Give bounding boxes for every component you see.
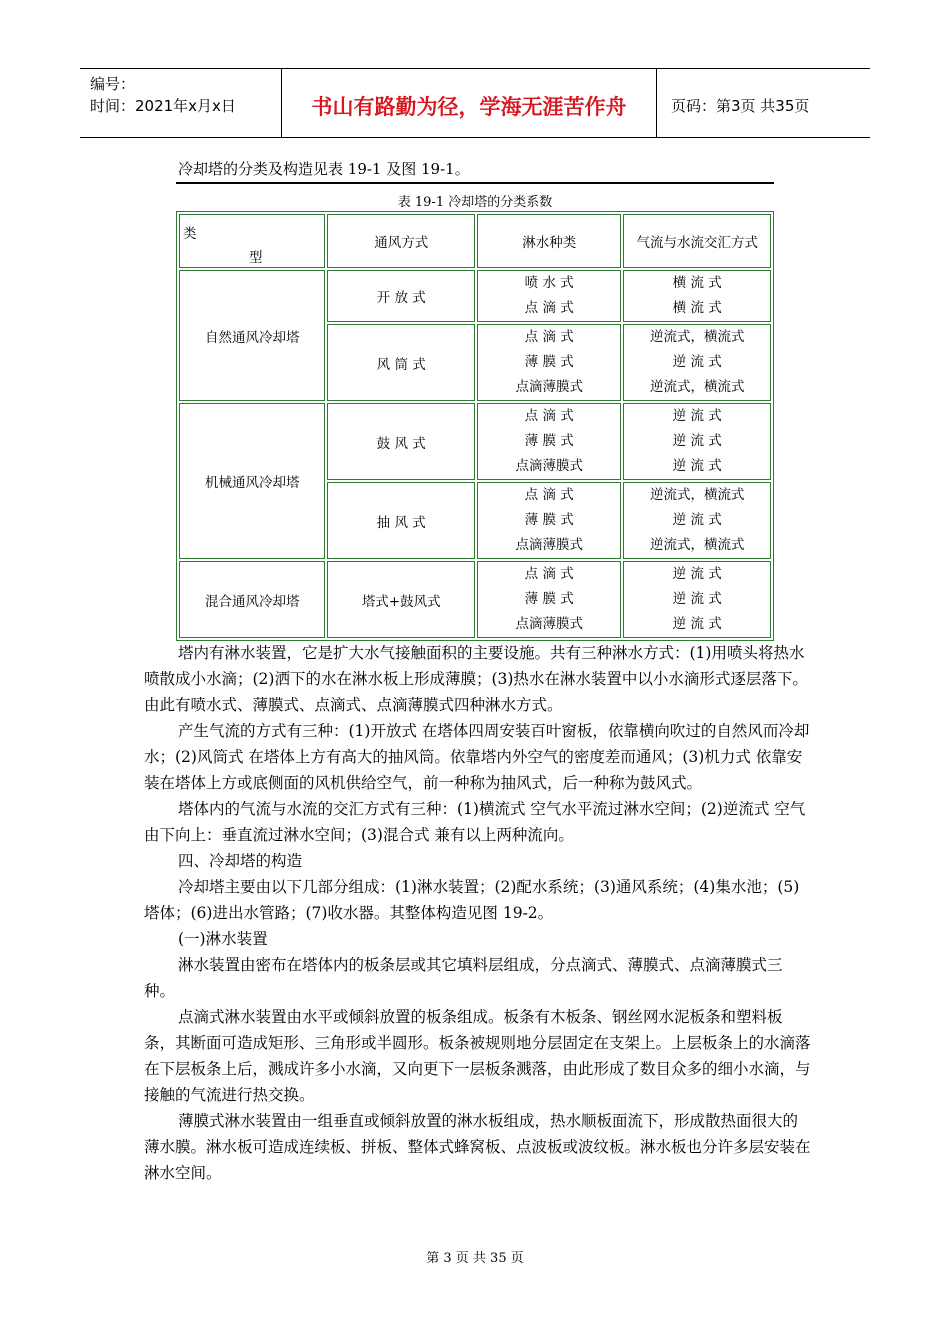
body-text xyxy=(144,640,812,1186)
spray-line: 点滴薄膜式 xyxy=(515,616,583,632)
classification-table xyxy=(176,211,774,641)
category-cell: 自然通风冷却塔 xyxy=(179,270,325,401)
header-type xyxy=(179,214,325,268)
flow-cell xyxy=(623,270,771,322)
spray-line: 薄 膜 式 xyxy=(524,591,574,607)
flow-cell xyxy=(623,324,771,401)
spray-line: 点 滴 式 xyxy=(524,329,574,345)
flow-line: 逆流式，横流式 xyxy=(649,537,745,553)
vent-cell: 开 放 式 xyxy=(327,270,475,322)
vent-cell: 鼓 风 式 xyxy=(327,403,475,480)
spray-cell xyxy=(477,561,621,638)
flow-line: 逆 流 式 xyxy=(672,433,722,449)
flow-line: 逆 流 式 xyxy=(672,566,722,582)
table-row xyxy=(179,403,771,480)
flow-line: 逆 流 式 xyxy=(672,354,722,370)
spray-cell xyxy=(477,403,621,480)
flow-line: 逆 流 式 xyxy=(672,408,722,424)
table-row xyxy=(179,270,771,322)
flow-line: 逆流式，横流式 xyxy=(649,487,745,503)
spray-line: 喷 水 式 xyxy=(524,275,574,291)
spray-line: 薄 膜 式 xyxy=(524,433,574,449)
paragraph: 产生气流的方式有三种：(1)开放式 在塔体四周安装百叶窗板，依靠横向吹过的自然风而冷却水；(2)风筒式 在塔体上方有高大的抽风筒。依靠塔内外空气的密度差而通风；(3)机力式 依靠安装在塔体上方或底侧面的风机供给空气，前一种称为抽风式，后一种称为鼓风式。 xyxy=(144,722,810,792)
flow-line: 逆流式，横流式 xyxy=(649,329,745,345)
flow-line: 横 流 式 xyxy=(672,275,722,291)
paragraph: 淋水装置由密布在塔体内的板条层或其它填料层组成，分点滴式、薄膜式、点滴薄膜式三种。 xyxy=(144,956,783,1000)
spray-line: 薄 膜 式 xyxy=(524,512,574,528)
flow-line: 逆 流 式 xyxy=(672,458,722,474)
flow-cell xyxy=(623,403,771,480)
number-label: 编号： xyxy=(90,75,136,93)
flow-line: 逆 流 式 xyxy=(672,616,722,632)
vent-cell: 塔式+鼓风式 xyxy=(327,561,475,638)
header-type-bottom: 型 xyxy=(249,250,263,266)
page-header xyxy=(80,68,870,138)
spray-line: 点滴薄膜式 xyxy=(515,458,583,474)
spray-line: 点滴薄膜式 xyxy=(515,379,583,395)
flow-line: 逆 流 式 xyxy=(672,591,722,607)
header-flow: 气流与水流交汇方式 xyxy=(623,214,771,268)
vent-cell: 抽 风 式 xyxy=(327,482,475,559)
flow-line: 逆流式，横流式 xyxy=(649,379,745,395)
header-page-info: 页码：第3页 共35页 xyxy=(671,96,810,115)
paragraph: 塔内有淋水装置，它是扩大水气接触面积的主要设施。共有三种淋水方式：(1)用喷头将热水喷散成小水滴；(2)洒下的水在淋水板上形成薄膜；(3)热水在淋水装置中以小水滴形式逐层落下。由此有喷水式、薄膜式、点滴式、点滴薄膜式四种淋水方式。 xyxy=(144,644,808,714)
spray-cell xyxy=(477,270,621,322)
header-motto: 书山有路勤为径，学海无涯苦作舟 xyxy=(282,69,657,137)
spray-cell xyxy=(477,324,621,401)
spray-cell xyxy=(477,482,621,559)
header-type-top: 类 xyxy=(183,226,197,242)
header-meta xyxy=(80,69,282,137)
paragraph: 冷却塔主要由以下几部分组成：(1)淋水装置；(2)配水系统；(3)通风系统；(4)集水池；(5)塔体；(6)进出水管路；(7)收水器。其整体构造见图 19-2。 xyxy=(144,878,800,922)
flow-line: 横 流 式 xyxy=(672,300,722,316)
paragraph: 薄膜式淋水装置由一组垂直或倾斜放置的淋水板组成，热水顺板面流下，形成散热面很大的薄水膜。淋水板可造成连续板、拼板、整体式蜂窝板、点波板或波纹板。淋水板也分许多层安装在淋水空间。 xyxy=(144,1112,811,1182)
table-row xyxy=(179,561,771,638)
intro-text: 冷却塔的分类及构造见表 19-1 及图 19-1。 xyxy=(178,160,470,178)
section-heading: 四、冷却塔的构造 xyxy=(178,852,303,870)
table-header-row xyxy=(179,214,771,268)
spray-line: 薄 膜 式 xyxy=(524,354,574,370)
category-cell: 混合通风冷却塔 xyxy=(179,561,325,638)
flow-cell xyxy=(623,482,771,559)
spray-line: 点滴薄膜式 xyxy=(515,537,583,553)
date-label: 时间：2021年x月x日 xyxy=(90,97,236,115)
paragraph: 塔体内的气流与水流的交汇方式有三种：(1)横流式 空气水平流过淋水空间；(2)逆流式 空气由下向上：垂直流过淋水空间；(3)混合式 兼有以上两种流向。 xyxy=(144,800,806,844)
subsection-heading: (一)淋水装置 xyxy=(178,930,268,948)
paragraph: 点滴式淋水装置由水平或倾斜放置的板条组成。板条有木板条、钢丝网水泥板条和塑料板条，其断面可造成矩形、三角形或半圆形。板条被规则地分层固定在支架上。上层板条上的水滴落在下层板条上后，溅成许多小水滴，又向更下一层板条溅落，由此形成了数目众多的细小水滴，与接触的气流进行热交换。 xyxy=(144,1008,811,1104)
flow-line: 逆 流 式 xyxy=(672,512,722,528)
header-ventilation: 通风方式 xyxy=(327,214,475,268)
page-footer: 第 3 页 共 35 页 xyxy=(426,1251,524,1266)
spray-line: 点 滴 式 xyxy=(524,566,574,582)
divider xyxy=(176,182,774,184)
flow-cell xyxy=(623,561,771,638)
spray-line: 点 滴 式 xyxy=(524,300,574,316)
header-spray: 淋水种类 xyxy=(477,214,621,268)
category-cell: 机械通风冷却塔 xyxy=(179,403,325,559)
table-caption: 表 19-1 冷却塔的分类系数 xyxy=(397,195,553,210)
vent-cell: 风 筒 式 xyxy=(327,324,475,401)
spray-line: 点 滴 式 xyxy=(524,408,574,424)
spray-line: 点 滴 式 xyxy=(524,487,574,503)
